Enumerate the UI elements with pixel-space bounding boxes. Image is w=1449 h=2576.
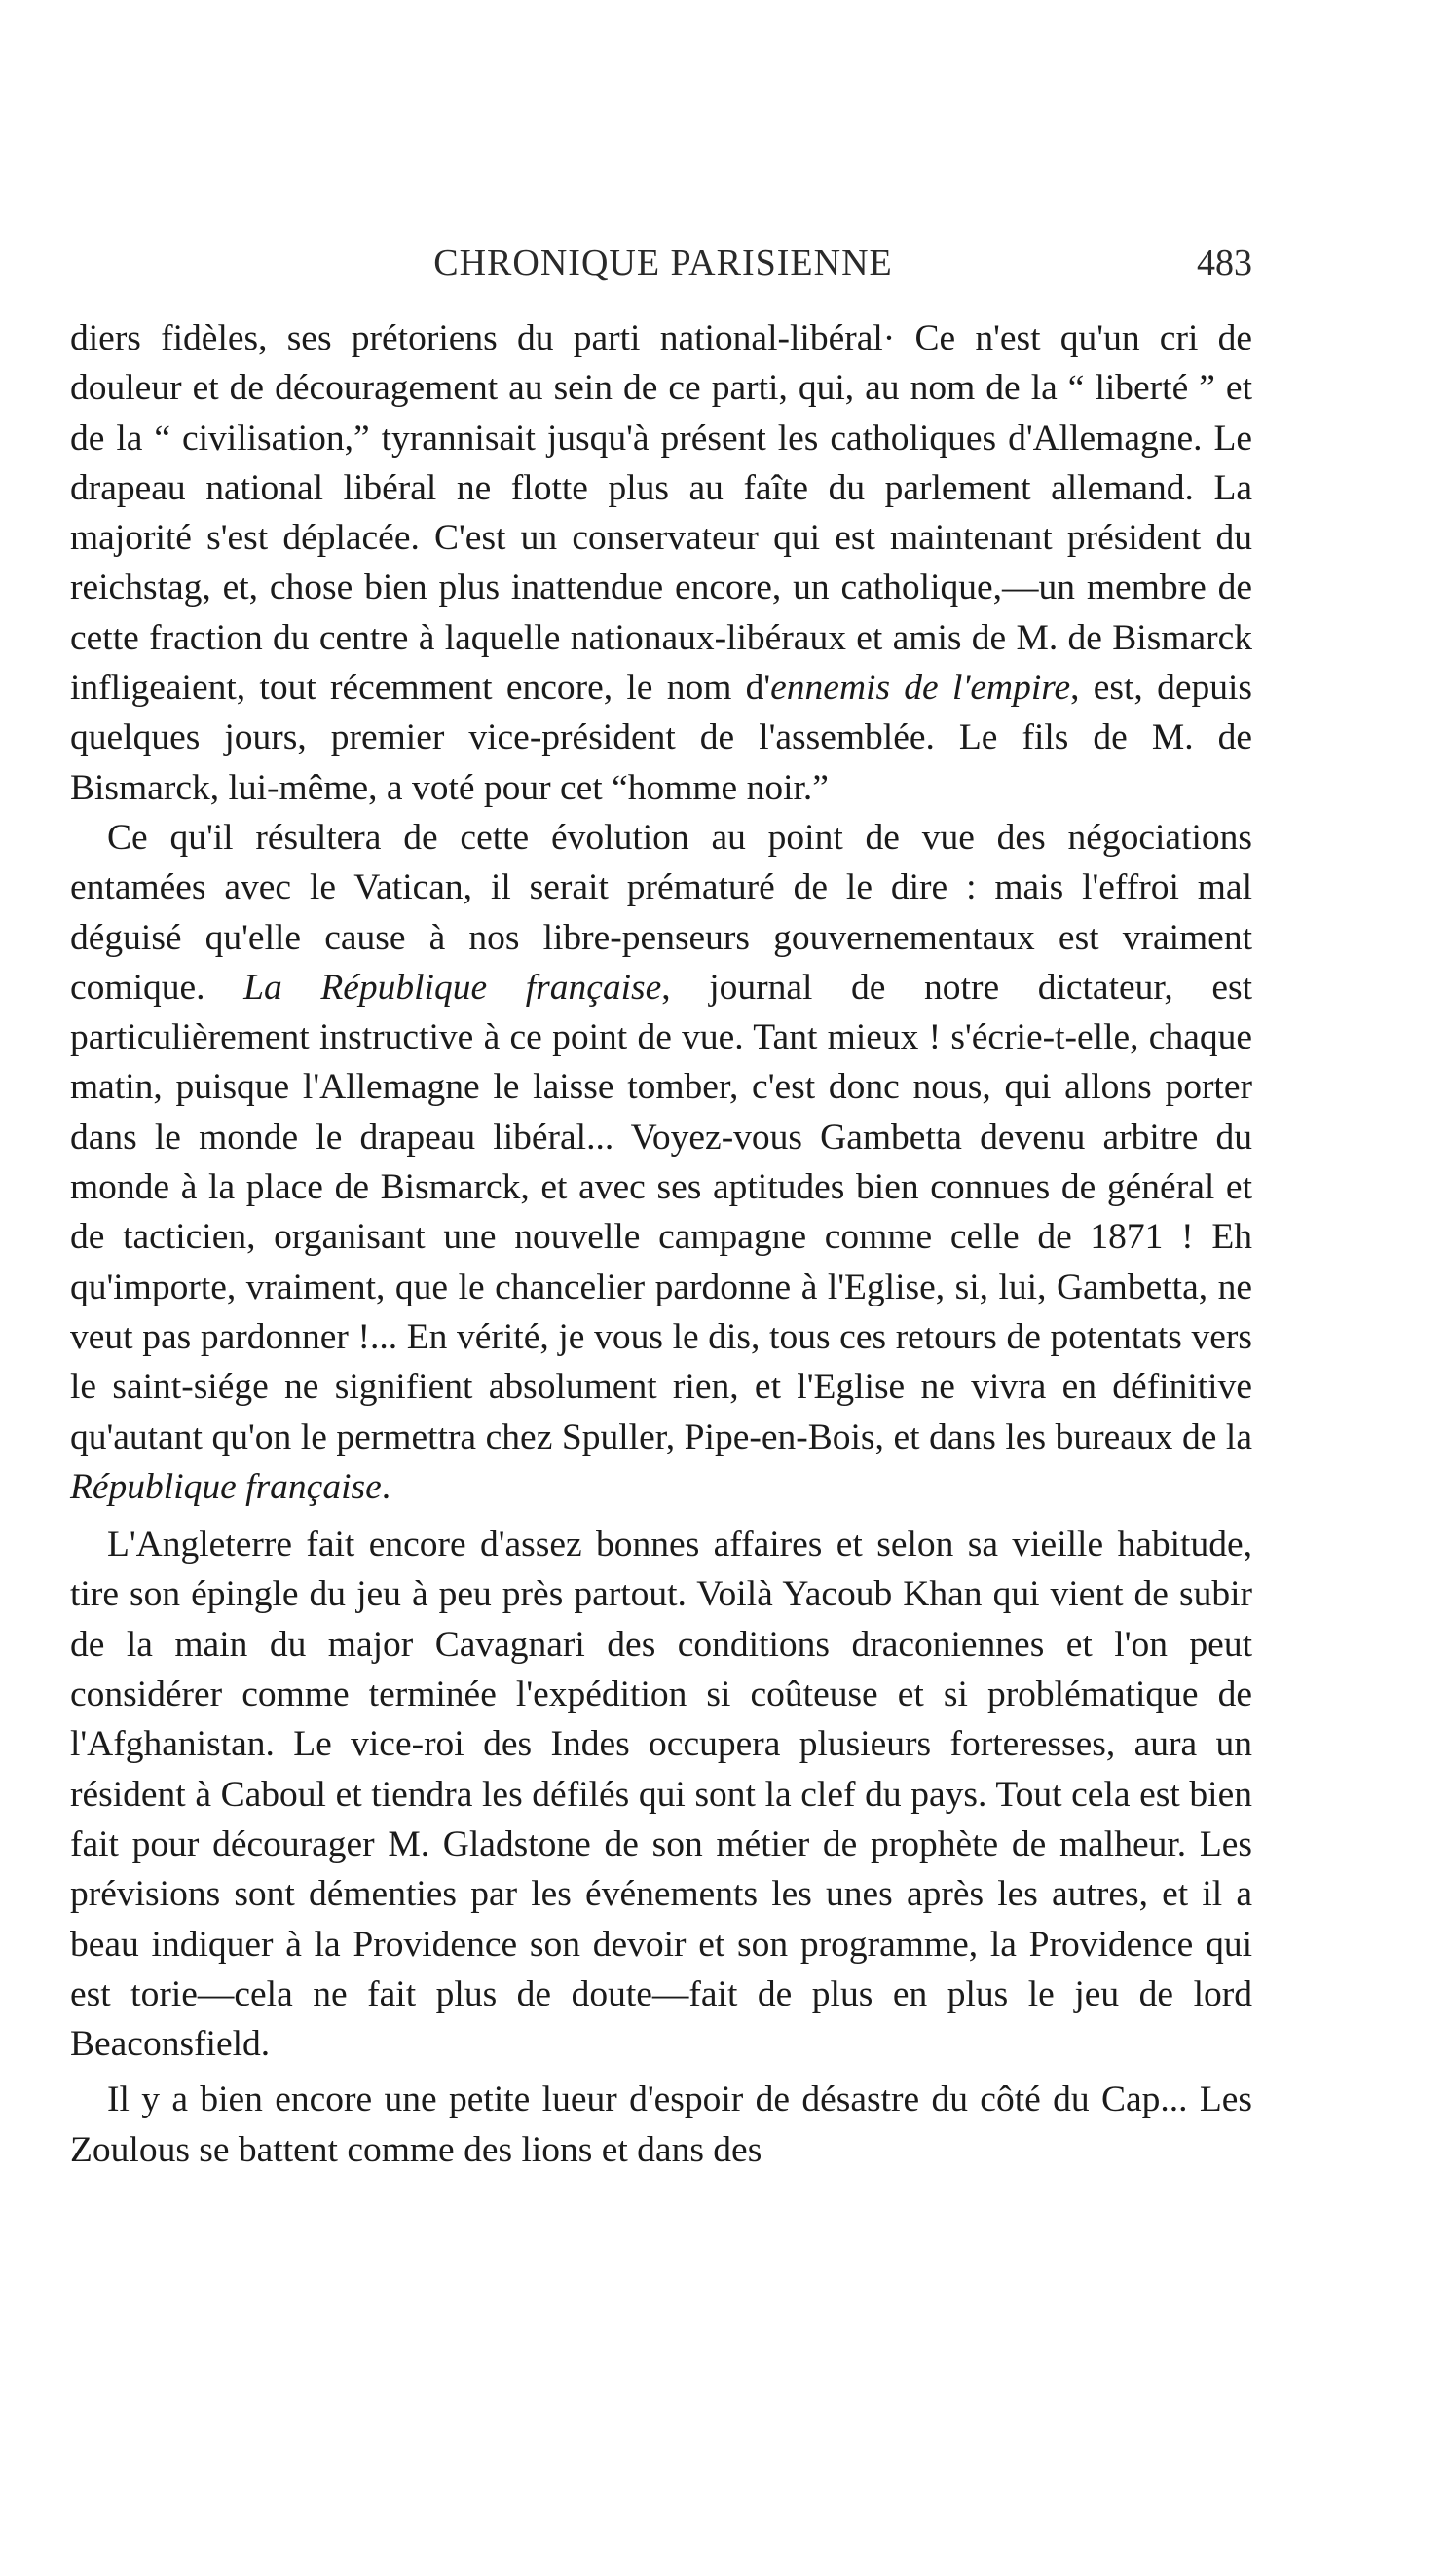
paragraph-3 — [70, 1520, 1252, 2069]
paragraph-4 — [70, 2075, 1252, 2175]
paragraph-2-italic-2: République française — [70, 1466, 382, 1507]
page-number: 483 — [1197, 242, 1252, 283]
paragraph-1-text-a: diers fidèles, ses prétoriens du parti national-libéral· Ce n'est qu'un cri de douleur et de découragement au sein de ce parti, qui, au nom de la “ liberté ” et de la “ civilisation,” tyrannisait jusqu'à présent les catholiques d'Allemagne. Le drapeau national libéral ne flotte plus au faîte du parlement allemand. La majorité s'est déplacée. C'est un conservateur qui est maintenant président du reichstag, et, chose bien plus inattendue encore, un catholique,—un membre de cette fraction du centre à laquelle nationaux-libéraux et amis de M. de Bismarck infligeaient, tout récemment encore, le nom d' — [70, 318, 1252, 709]
paragraph-2-text-a: Ce qu'il résultera de cette évolution au point de vue des négociations entamées avec le Vatican, il serait prématuré de le dire : mais l'effroi mal déguisé qu'elle cause à nos libre-penseurs gouvernementaux est vraiment comique. — [70, 817, 1252, 1008]
paragraph-2-text-c: . — [381, 1466, 391, 1507]
paragraph-3-text: L'Angleterre fait encore d'assez bonnes affaires et selon sa vieille habitude, tire son épingle du jeu à peu près partout. Voilà Yacoub Khan qui vient de subir de la main du major Cavagnari des conditions draconiennes et l'on peut considérer comme terminée l'expédition si coûteuse et si problématique de l'Afghanistan. Le vice-roi des Indes occupera plusieurs forteresses, aura un résident à Caboul et tiendra les défilés qui sont la clef du pays. Tout cela est bien fait pour décourager M. Gladstone de son métier de prophète de malheur. Les prévisions sont démenties par les événements les unes après les autres, et il a beau indiquer à la Providence son devoir et son programme, la Providence qui est torie—cela ne fait plus de doute—fait de plus en plus le jeu de lord Beaconsfield. — [70, 1525, 1252, 2065]
paragraph-1 — [70, 313, 1252, 813]
body-text — [70, 313, 1252, 2175]
page-header — [74, 241, 1252, 290]
paragraph-1-italic: ennemis de l'empire — [770, 668, 1071, 709]
paragraph-2 — [70, 813, 1252, 1512]
paragraph-4-text: Il y a bien encore une petite lueur d'espoir de désastre du côté du Cap... Les Zoulous se battent comme des lions et dans des — [70, 2079, 1252, 2170]
running-title: CHRONIQUE PARISIENNE — [433, 242, 893, 283]
paragraph-1-text-b: , est, depuis quelques jours, premier vice-président de l'assemblée. Le fils de M. de Bismarck, lui-même, a voté pour cet “homme noir.” — [70, 668, 1252, 808]
paragraph-2-text-b: , journal de notre dictateur, est particulièrement instructive à ce point de vue. Tant mieux ! s'écrie-t-elle, chaque matin, puisque l'Allemagne le laisse tomber, c'est donc nous, qui allons porter dans le monde le drapeau libéral... Voyez-vous Gambetta devenu arbitre du monde à la place de Bismarck, et avec ses aptitudes bien connues de général et de tacticien, organisant une nouvelle campagne comme celle de 1871 ! Eh qu'importe, vraiment, que le chancelier pardonne à l'Eglise, si, lui, Gambetta, ne veut pas pardonner !... En vérité, je vous le dis, tous ces retours de potentats vers le saint-siége ne signifient absolument rien, et l'Eglise ne vivra en définitive qu'autant qu'on le permettra chez Spuller, Pipe-en-Bois, et dans les bureaux de la — [70, 967, 1253, 1457]
paragraph-2-italic-1: La République française — [243, 967, 662, 1008]
